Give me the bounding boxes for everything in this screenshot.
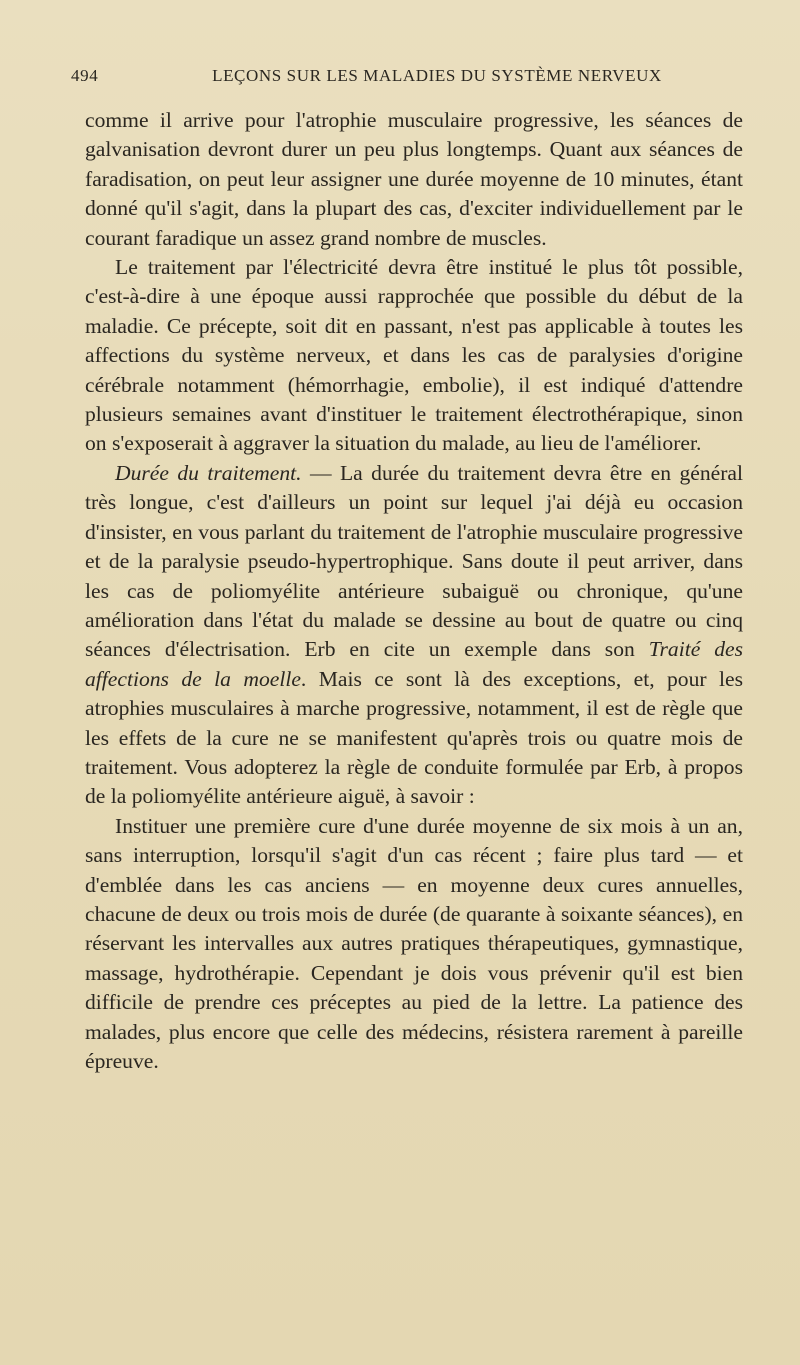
page-number: 494 bbox=[71, 66, 99, 85]
page-header bbox=[71, 66, 743, 90]
running-title: LEÇONS SUR LES MALADIES DU SYSTÈME NERVEUX bbox=[212, 66, 662, 85]
paragraph-2 bbox=[85, 253, 743, 459]
paragraph-4 bbox=[85, 812, 743, 1077]
body-text bbox=[85, 106, 743, 1076]
book-title: Traité des affections de la moelle bbox=[85, 637, 743, 691]
paragraph-1 bbox=[85, 106, 743, 253]
paragraph-text: comme il arrive pour l'atrophie musculaire progressive, les séances de galvanisation devront durer un peu plus longtemps. Quant aux séances de faradisation, on peut leur assigner une durée moyenne de 10 minutes, étant donné qu'il s'agit, dans la plupart des cas, d'exciter individuellement par le courant faradique un assez grand nombre de muscles. bbox=[85, 108, 743, 250]
section-heading: Durée du traitement. bbox=[115, 460, 302, 485]
paragraph-text: Le traitement par l'électricité devra être institué le plus tôt possible, c'est-à-dire à une époque aussi rapprochée que possible du début de la maladie. Ce précepte, soit dit en passant, n'est pas applicable à toutes les affections du système nerveux, et dans les cas de paralysies d'origine cérébrale notamment (hémorrhagie, embolie), il est indiqué d'attendre plusieurs semaines avant d'instituer le traitement électrothérapique, sinon on s'exposerait à aggraver la situation du malade, au lieu de l'améliorer. bbox=[85, 255, 743, 456]
paragraph-text: — La durée du traitement devra être en général très longue, c'est d'ailleurs un point sur lequel j'ai déjà eu occasion d'insister, en vous parlant du traitement de l'atrophie musculaire progressive et de la paralysie pseudo-hypertrophique. Sans doute il peut arriver, dans les cas de poliomyélite antérieure subaiguë ou chronique, qu'une amélioration dans l'état du malade se dessine au bout de quatre ou cinq séances d'électrisation. Erb en cite un exemple dans son bbox=[85, 460, 743, 662]
paragraph-text: . Mais ce sont là des exceptions, et, pour les atrophies musculaires à marche progressive, notamment, il est de règle que les effets de la cure ne se manifestent qu'après trois ou quatre mois de traitement. Vous adopterez la règle de conduite formulée par Erb, à propos de la poliomyélite antérieure aiguë, à savoir : bbox=[85, 666, 743, 809]
paragraph-3 bbox=[85, 459, 743, 812]
paragraph-text: Instituer une première cure d'une durée moyenne de six mois à un an, sans interruption, lorsqu'il s'agit d'un cas récent ; faire plus tard — et d'emblée dans les cas anciens — en moyenne deux cures annuelles, chacune de deux ou trois mois de durée (de quarante à soixante séances), en réservant les intervalles aux autres pratiques thérapeutiques, gymnastique, massage, hydrothérapie. Cependant je dois vous prévenir qu'il est bien difficile de prendre ces préceptes au pied de la lettre. La patience des malades, plus encore que celle des médecins, résistera rarement à pareille épreuve. bbox=[85, 813, 743, 1073]
